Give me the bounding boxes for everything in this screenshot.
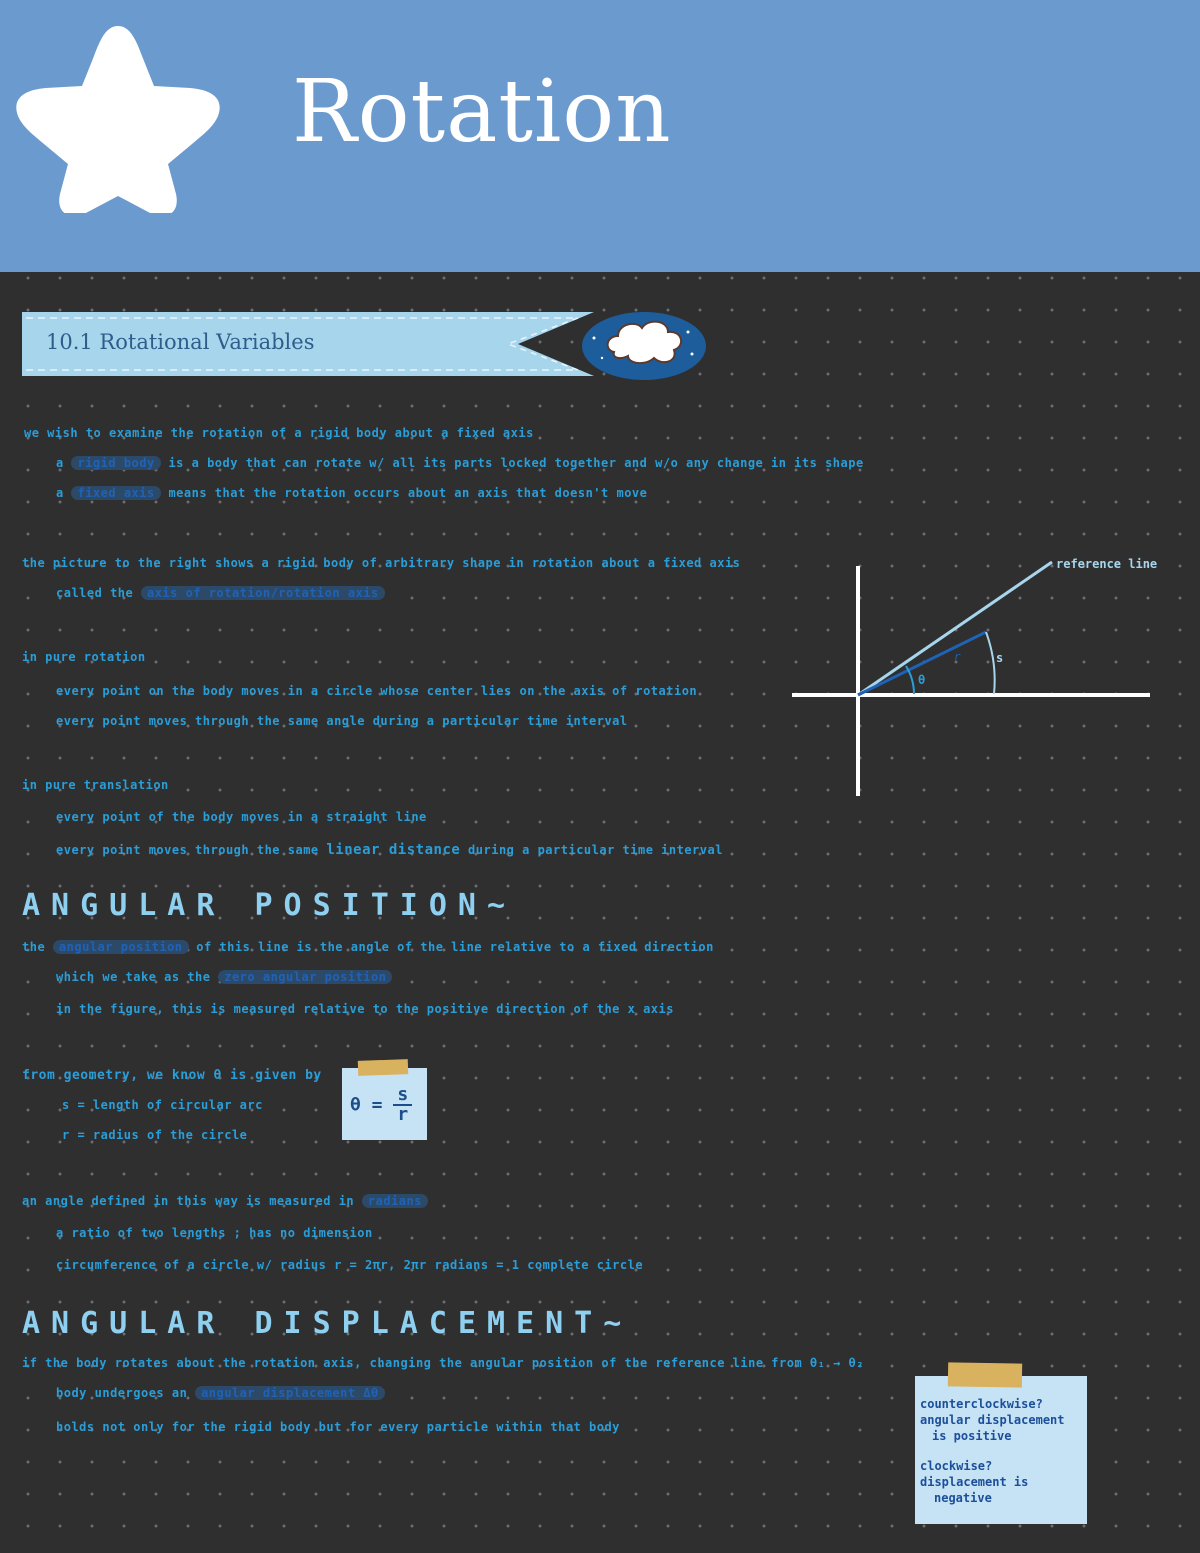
pure-translation-heading: in pure translation xyxy=(22,778,169,792)
reference-line-label: reference line xyxy=(1056,557,1158,571)
r-label: r xyxy=(954,650,961,663)
displacement-definition: body undergoes an angular displacement Δθ xyxy=(56,1386,385,1400)
angular-position-definition: the angular position of this line is the angle of the line relative to a fixed direction xyxy=(22,940,714,954)
pure-translation-point: every point moves through the same linear distance during a particular time interval xyxy=(56,842,723,858)
displacement-line: if the body rotates about the rotation axis, changing the angular position of the reference line from θ₁ → θ₂ xyxy=(22,1356,864,1370)
radians-line: an angle defined in this way is measured in radians xyxy=(22,1194,428,1208)
page-title: Rotation xyxy=(292,62,672,162)
cloud-icon xyxy=(582,312,706,380)
r-definition: r = radius of the circle xyxy=(62,1128,248,1142)
cw-answer: negative xyxy=(934,1491,992,1505)
axis-definition: called the axis of rotation/rotation axis xyxy=(56,586,385,600)
zero-position-term: zero angular position xyxy=(218,970,392,984)
rigid-body-term: rigid body xyxy=(71,456,160,470)
tape-strip xyxy=(948,1362,1022,1387)
angular-position-term: angular position xyxy=(53,940,189,954)
cw-answer: displacement is xyxy=(920,1475,1029,1489)
ccw-answer: angular displacement xyxy=(920,1413,1065,1427)
s-label: s xyxy=(996,651,1004,665)
particle-line: holds not only for the rigid body but for every particle within that body xyxy=(56,1420,620,1434)
measurement-line: in the figure, this is measured relative to the positive direction of the x axis xyxy=(56,1002,674,1016)
sign-note-text xyxy=(920,1396,1065,1506)
angular-displacement-heading: ANGULAR DISPLACEMENT~ xyxy=(22,1306,633,1341)
rotation-diagram xyxy=(790,548,1190,808)
pure-translation-point: every point of the body moves in a straight line xyxy=(56,810,427,824)
s-definition: s = length of circular arc xyxy=(62,1098,263,1112)
radians-term: radians xyxy=(362,1194,428,1208)
page-header xyxy=(0,0,1200,272)
geometry-line: from geometry, we know θ is given by xyxy=(22,1068,322,1083)
angular-displacement-term: angular displacement Δθ xyxy=(195,1386,385,1400)
zero-position-line: which we take as the zero angular position xyxy=(56,970,392,984)
ccw-answer: is positive xyxy=(932,1429,1012,1443)
reference-line xyxy=(858,562,1052,695)
rigid-body-definition: a rigid body is a body that can rotate w/ all its parts locked together and w/o any change in its shape xyxy=(56,456,864,470)
theta-formula: θ = $\frac{s}{r}$ xyxy=(350,1086,412,1124)
fixed-axis-term: fixed axis xyxy=(71,486,160,500)
circumference-line: circumference of a circle w/ radius r = 2πr, 2πr radians = 1 complete circle xyxy=(56,1258,644,1272)
ratio-line: a ratio of two lengths ; has no dimension xyxy=(56,1226,373,1240)
pure-rotation-point: every point moves through the same angle during a particular time interval xyxy=(56,714,628,728)
fixed-axis-definition: a fixed axis means that the rotation occurs about an axis that doesn't move xyxy=(56,486,648,500)
pure-rotation-heading: in pure rotation xyxy=(22,650,146,664)
axis-term: axis of rotation/rotation axis xyxy=(141,586,385,600)
section-title: 10.1 Rotational Variables xyxy=(46,330,315,354)
angular-position-heading: ANGULAR POSITION~ xyxy=(22,888,517,923)
theta-label: θ xyxy=(918,673,926,687)
cw-question: clockwise? xyxy=(920,1459,993,1473)
tape-strip xyxy=(358,1059,408,1076)
pure-rotation-point: every point on the body moves in a circle whose center lies on the axis of rotation xyxy=(56,684,698,698)
picture-line: the picture to the right shows a rigid body of arbitrary shape in rotation about a fixed axis xyxy=(22,556,741,570)
intro-line: we wish to examine the rotation of a rigid body about a fixed axis xyxy=(24,426,534,440)
arc-s xyxy=(986,632,995,694)
ccw-question: counterclockwise? xyxy=(920,1397,1043,1411)
star-icon xyxy=(8,18,228,213)
